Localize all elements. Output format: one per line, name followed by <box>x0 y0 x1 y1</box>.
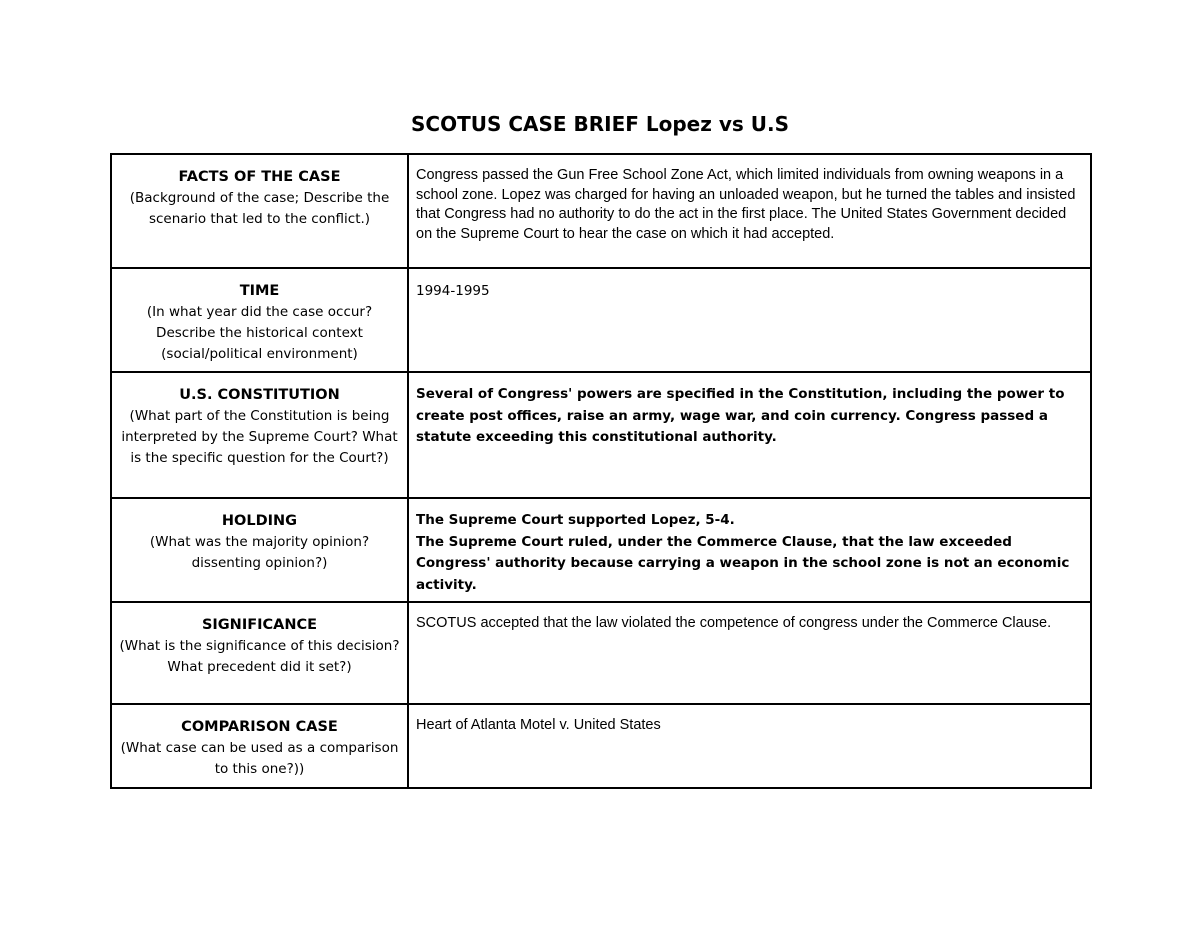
row-heading: COMPARISON CASE <box>181 719 338 735</box>
row-description: (Background of the case; Describe the scenario that led to the conflict.) <box>129 190 390 227</box>
table-row-constitution <box>111 372 1091 498</box>
content-cell-facts: Congress passed the Gun Free School Zone Act, which limited individuals from owning weapons in a school zone. Lopez was charged for having an unloaded weapon, but he turned the tables and insisted that Congress had no authority to do the act in the first place. The United States Government decided on the Supreme Court to hear the case on which it had accepted. <box>408 154 1091 268</box>
holding-line-1: The Supreme Court supported Lopez, 5-4. <box>416 512 735 528</box>
row-heading: HOLDING <box>221 513 298 529</box>
label-cell-facts <box>111 154 408 268</box>
page-title: SCOTUS CASE BRIEF Lopez vs U.S <box>410 112 789 136</box>
row-description: (What part of the Constitution is being interpreted by the Supreme Court? What is the specific question for the Court?) <box>121 408 398 466</box>
table-row-significance <box>111 602 1091 704</box>
holding-line-2: The Supreme Court ruled, under the Commerce Clause, that the law exceeded Congress' authority because carrying a weapon in the school zone is not an economic activity. <box>416 533 1070 593</box>
row-description: (What is the significance of this decision? What precedent did it set?) <box>119 638 400 675</box>
table-row-holding <box>111 498 1091 602</box>
content-cell-comparison: Heart of Atlanta Motel v. United States <box>408 704 1091 788</box>
label-cell-time <box>111 268 408 372</box>
content-cell-constitution: Several of Congress' powers are specified in the Constitution, including the power to create post offices, raise an army, wage war, and coin currency. Congress passed a statute exceeding this constitutional authority. <box>408 372 1091 498</box>
table-row-comparison <box>111 704 1091 788</box>
label-cell-constitution <box>111 372 408 498</box>
table-row-time <box>111 268 1091 372</box>
row-description: (What was the majority opinion? dissenting opinion?) <box>149 534 370 571</box>
content-cell-significance: SCOTUS accepted that the law violated the competence of congress under the Commerce Clause. <box>408 602 1091 704</box>
label-cell-holding <box>111 498 408 602</box>
row-heading: TIME <box>239 283 280 299</box>
label-cell-comparison <box>111 704 408 788</box>
content-cell-holding <box>408 498 1091 602</box>
content-cell-time: 1994-1995 <box>408 268 1091 372</box>
label-cell-significance <box>111 602 408 704</box>
row-description: (In what year did the case occur? Describe the historical context (social/political environment) <box>146 304 373 362</box>
case-brief-table <box>110 153 1092 789</box>
row-description: (What case can be used as a comparison to this one?)) <box>120 740 399 777</box>
row-heading: FACTS OF THE CASE <box>178 169 341 185</box>
row-heading: SIGNIFICANCE <box>201 617 318 633</box>
row-heading: U.S. CONSTITUTION <box>179 387 340 403</box>
table-row-facts <box>111 154 1091 268</box>
